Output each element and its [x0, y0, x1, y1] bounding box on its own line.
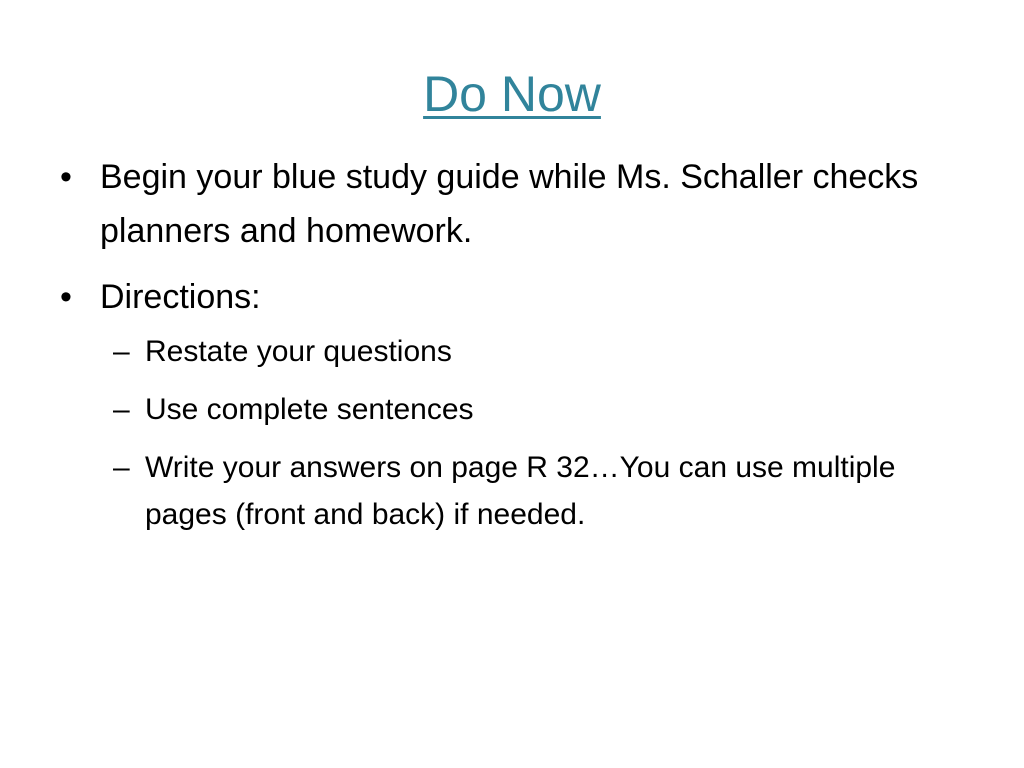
sub-bullet-text: Restate your questions [145, 335, 452, 368]
sub-bullet-text: Write your answers on page R 32…You can use multiple pages (front and back) if needed. [145, 451, 896, 531]
sub-bullet-text: Use complete sentences [145, 393, 474, 426]
bullet-list [60, 150, 980, 550]
sub-bullet-item [100, 386, 980, 433]
bullet-text: Directions: [100, 278, 261, 316]
sub-bullet-marker: – [113, 393, 130, 426]
bullet-marker: • [60, 278, 72, 316]
slide-title: Do Now [423, 66, 601, 122]
bullet-item [60, 270, 980, 538]
bullet-marker: • [60, 158, 72, 196]
sub-bullet-item [100, 444, 980, 538]
bullet-item [60, 150, 980, 258]
sub-bullet-marker: – [113, 451, 130, 484]
sub-bullet-item [100, 328, 980, 375]
bullet-text: Begin your blue study guide while Ms. Schaller checks planners and homework. [100, 158, 919, 250]
sub-bullet-marker: – [113, 335, 130, 368]
sub-bullet-list [100, 328, 980, 538]
